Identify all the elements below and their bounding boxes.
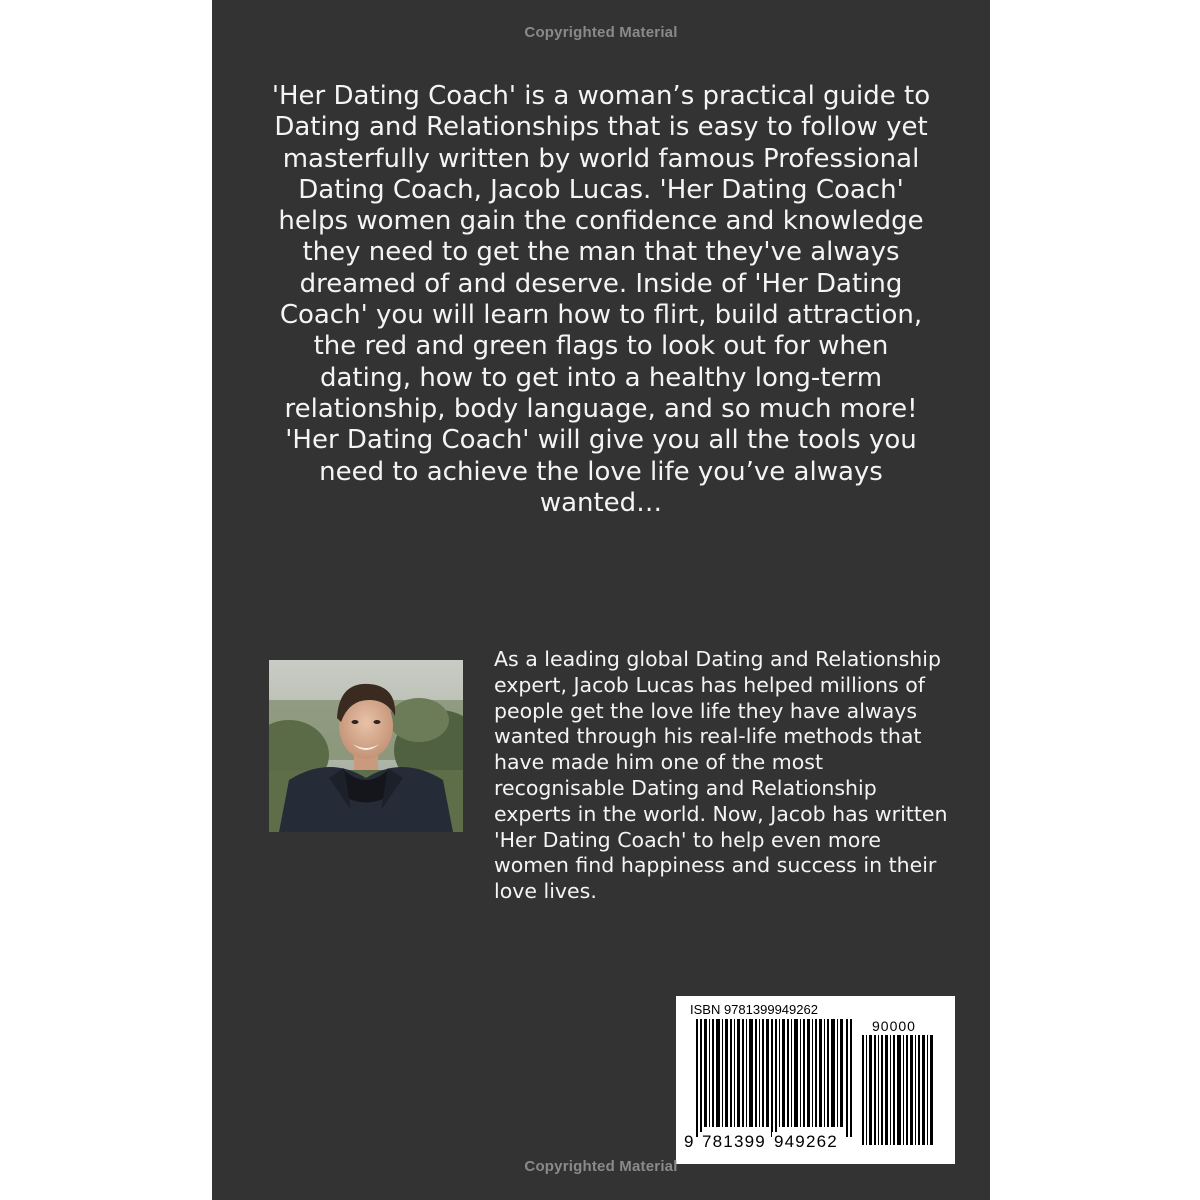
isbn-label: ISBN 9781399949262 bbox=[690, 1002, 818, 1017]
author-photo bbox=[269, 660, 463, 832]
barcode-bars-icon bbox=[696, 1019, 852, 1137]
isbn-digits-right: 949262 bbox=[774, 1132, 838, 1151]
isbn-digit-first: 9 bbox=[684, 1132, 694, 1151]
price-code: 90000 bbox=[872, 1018, 916, 1034]
price-addon-bars-icon bbox=[862, 1035, 934, 1145]
copyright-watermark-top: Copyrighted Material bbox=[524, 24, 678, 41]
book-blurb: 'Her Dating Coach' is a woman’s practical guide to Dating and Relationships that is easy to follow yet masterfully written by world famous Professional Dating Coach, Jacob Lucas. 'Her Dating Coach' helps women gain the confidence and knowledge they need to get the man that they've always dreamed of and deserve. Inside of 'Her Dating Coach' you will learn how to flirt, build attraction, the red and green flags to look out for when dating, how to get into a healthy long-term relationship, body language, and so much more! 'Her Dating Coach' will give you all the tools you need to achieve the love life you’ve always wanted… bbox=[271, 81, 931, 518]
back-cover bbox=[212, 0, 990, 1200]
copyright-watermark-bottom: Copyrighted Material bbox=[524, 1158, 678, 1175]
author-bio: As a leading global Dating and Relationship expert, Jacob Lucas has helped millions of people get the love life they have always wanted through his real-life methods that have made him one of the most recognisable Dating and Relationship experts in the world. Now, Jacob has written 'Her Dating Coach' to help even more women find happiness and success in their love lives. bbox=[494, 647, 948, 904]
author-portrait-image bbox=[269, 660, 463, 832]
isbn-digits-left: 781399 bbox=[702, 1132, 766, 1151]
isbn-barcode bbox=[676, 996, 955, 1164]
